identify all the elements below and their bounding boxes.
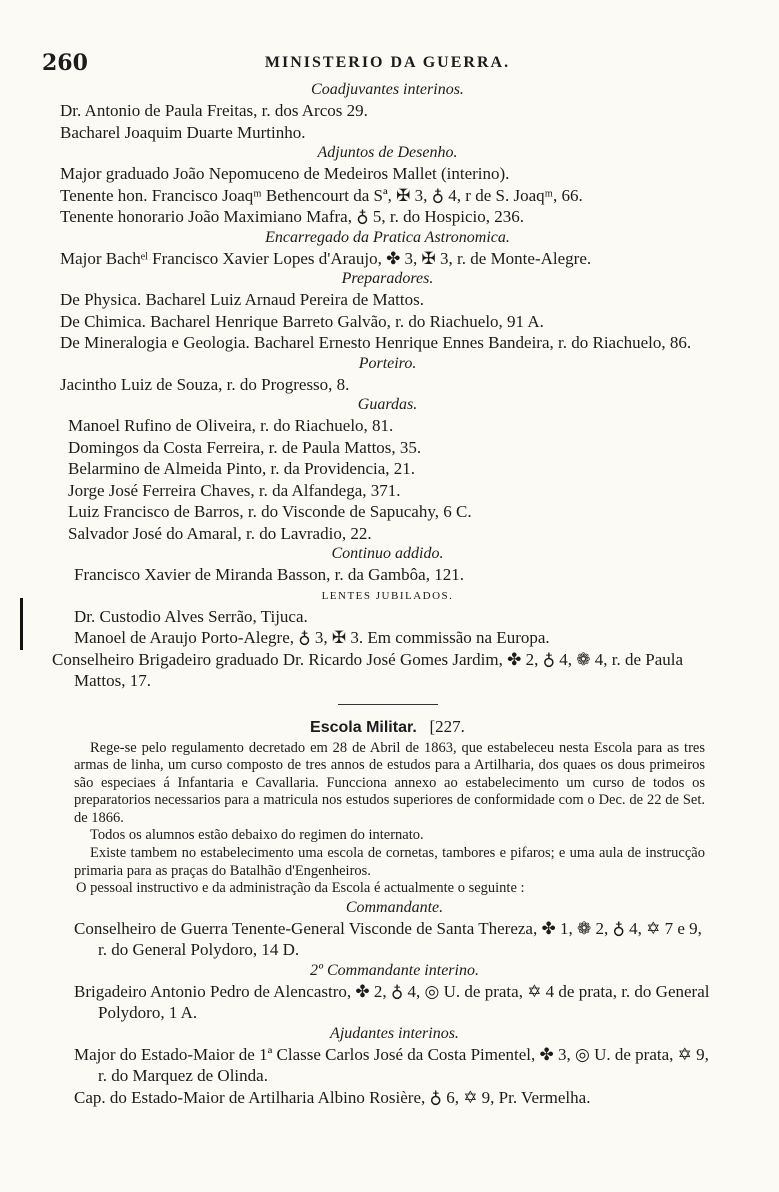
- entry-line: Major graduado João Nepomuceno de Medeiros Mallet (interino).: [60, 164, 510, 183]
- section-heading: Adjuntos de Desenho.: [317, 144, 458, 161]
- entry-line: Salvador José do Amaral, r. do Lavradio, 22.: [68, 523, 372, 543]
- entry-line: Bacharel Joaquim Duarte Murtinho.: [60, 122, 306, 142]
- school-staff-listing: [60, 898, 715, 1109]
- entry-line: Major Bachᵉˡ Francisco Xavier Lopes d'Araujo, ✤ 3, ✠ 3, r. de Monte-Alegre.: [60, 248, 592, 268]
- body-paragraph: Existe tambem no estabelecimento uma escola de cornetas, tambores e pifaros; e uma aula de instrucção primaria para as praças do Batalhão d'Engenheiros.: [74, 845, 705, 879]
- entry-line: De Mineralogia e Geologia. Bacharel Ernesto Henrique Ennes Bandeira, r. do Riachuelo, 86.: [60, 333, 692, 352]
- body-paragraph: Rege-se pelo regulamento decretado em 28 de Abril de 1863, que estabeleceu nesta Escola para as tres armas de linha, um curso composto de tres annos de estudos para a Artilharia, dos quaes os dous primeiros são especiaes á Infantaria e Cavallaria. Funcciona annexo ao estabelecimento um curso de todos os preparatorios necessarios para a matricula nos estudos superiores de conformidade com o Dec. de 22 de Set. de 1866.: [74, 739, 705, 826]
- entry-line: Major do Estado-Maior de 1ª Classe Carlos José da Costa Pimentel, ✤ 3, ◎ U. de prata, ✡ 9, r. do Marquez de Olinda.: [74, 1044, 709, 1086]
- entry-line: Belarmino de Almeida Pinto, r. da Providencia, 21.: [68, 459, 416, 478]
- entry-line: De Physica. Bacharel Luiz Arnaud Pereira de Mattos.: [60, 290, 424, 309]
- entry-line: Francisco Xavier de Miranda Basson, r. da Gambôa, 121.: [74, 565, 464, 584]
- section-divider: [338, 704, 438, 705]
- document-page: [42, 50, 715, 1108]
- entry-line: Manoel de Araujo Porto-Alegre, ♁ 3, ✠ 3. Em commissão na Europa.: [74, 628, 550, 647]
- section-heading: LENTES JUBILADOS.: [321, 589, 454, 602]
- entry-line: Tenente honorario João Maximiano Mafra, ♁ 5, r. do Hospicio, 236.: [60, 207, 524, 226]
- section-heading: Guardas.: [357, 396, 418, 413]
- section-heading: 2º Commandante interino.: [310, 961, 479, 979]
- entry-line: Luiz Francisco de Barros, r. do Visconde de Sapucahy, 6 C.: [68, 502, 472, 521]
- entry-line: Conselheiro Brigadeiro graduado Dr. Ricardo José Gomes Jardim, ✤ 2, ♁ 4, ❁ 4, r. de Paula Mattos, 17.: [52, 649, 684, 690]
- school-name: Escola Militar.: [310, 718, 417, 736]
- section-heading: Coadjuvantes interinos.: [311, 81, 464, 98]
- school-reference: [227.: [429, 716, 465, 736]
- staff-listing-top: [52, 80, 715, 692]
- section-heading: Ajudantes interinos.: [330, 1024, 459, 1042]
- entry-line: Dr. Antonio de Paula Freitas, r. dos Arcos 29.: [60, 101, 368, 120]
- section-heading: Preparadores.: [341, 270, 434, 287]
- entry-line: Brigadeiro Antonio Pedro de Alencastro, ✤ 2, ♁ 4, ◎ U. de prata, ✡ 4 de prata, r. do General Polydoro, 1 A.: [74, 981, 710, 1023]
- margin-ink-mark: [20, 598, 23, 650]
- entry-line: De Chimica. Bacharel Henrique Barreto Galvão, r. do Riachuelo, 91 A.: [60, 311, 544, 331]
- entry-line: Domingos da Costa Ferreira, r. de Paula Mattos, 35.: [68, 437, 422, 457]
- page-header: [42, 50, 715, 80]
- body-paragraph: Todos os alumnos estão debaixo do regimen do internato.: [90, 827, 424, 844]
- entry-line: Cap. do Estado-Maior de Artilharia Albino Rosière, ♁ 6, ✡ 9, Pr. Vermelha.: [74, 1087, 591, 1107]
- school-heading: [60, 715, 715, 740]
- entry-line: Conselheiro de Guerra Tenente-General Visconde de Santa Thereza, ✤ 1, ❁ 2, ♁ 4, ✡ 7 e 9, r. do General Polydoro, 14 D.: [74, 918, 702, 960]
- entry-line: Jorge José Ferreira Chaves, r. da Alfandega, 371.: [68, 480, 401, 500]
- section-heading: Commandante.: [345, 898, 444, 916]
- entry-line: Manoel Rufino de Oliveira, r. do Riachuelo, 81.: [68, 416, 394, 435]
- running-title: MINISTERIO DA GUERRA.: [264, 54, 511, 71]
- section-heading: Continuo addido.: [331, 545, 444, 562]
- section-heading: Encarregado da Pratica Astronomica.: [265, 228, 510, 246]
- body-paragraph: O pessoal instructivo e da administração da Escola é actualmente o seguinte :: [76, 880, 525, 897]
- entry-line: Tenente hon. Francisco Joaqᵐ Bethencourt da Sª, ✠ 3, ♁ 4, r de S. Joaqᵐ, 66.: [60, 185, 583, 205]
- page-number: 260: [42, 50, 88, 76]
- entry-line: Dr. Custodio Alves Serrão, Tijuca.: [74, 606, 308, 626]
- section-heading: Porteiro.: [358, 354, 417, 372]
- entry-line: Jacintho Luiz de Souza, r. do Progresso, 8.: [60, 374, 350, 394]
- school-description: [60, 740, 715, 898]
